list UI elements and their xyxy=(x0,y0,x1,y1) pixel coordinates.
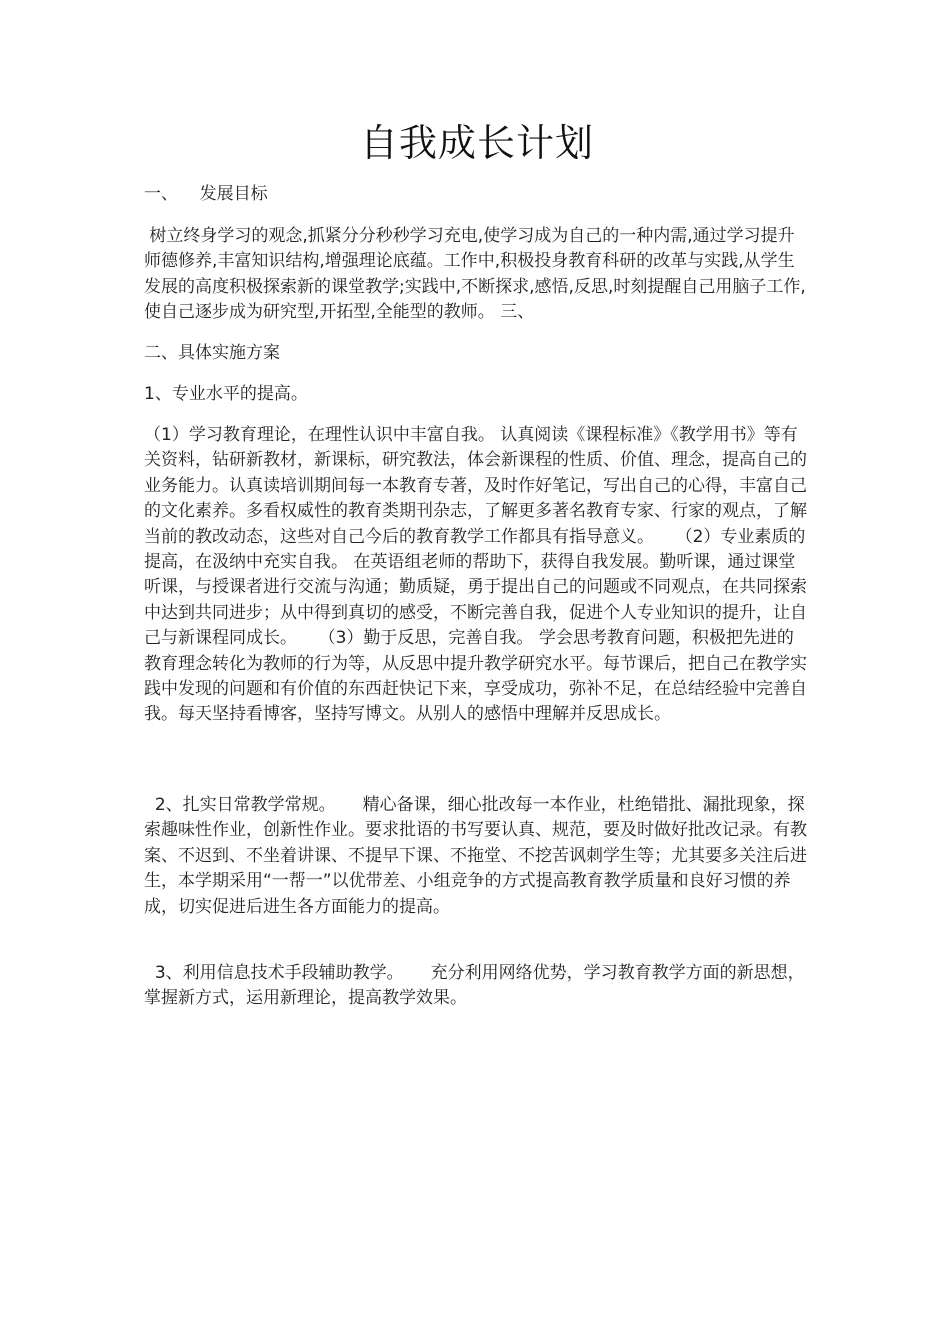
professional-paragraph: （1）学习教育理论，在理性认识中丰富自我。 认真阅读《课程标准》《教学用书》等有关资料，钻研新教材，新课标，研究教法，体会新课程的性质、价值、理念，提高自己的业务能力。认真读培训期间每一本教育专著，及时作好笔记，写出自己的心得，丰富自己的文化素养。多看权威性的教育类期刊杂志，了解更多著名教育专家、行家的观点，了解当前的教改动态，这些对自己今后的教育教学工作都具有指导意义。 （2）专业素质的提高，在汲纳中充实自我。 在英语组老师的帮助下，获得自我发展。勤听课，通过课堂听课，与授课者进行交流与沟通；勤质疑，勇于提出自己的问题或不同观点，在共同探索中达到共同进步；从中得到真切的感受，不断完善自我，促进个人专业知识的提升，让自己与新课程同成长。 （3）勤于反思，完善自我。 学会思考教育问题，积极把先进的教育理念转化为教师的行为等，从反思中提升教学研究水平。每节课后，把自己在教学实践中发现的问题和有价值的东西赶快记下来，享受成功，弥补不足，在总结经验中完善自我。每天坚持看博客，坚持写博文。从别人的感悟中理解并反思成长。 xyxy=(144,425,807,725)
routine-paragraph: 2、扎实日常教学常规。 精心备课，细心批改每一本作业，杜绝错批、漏批现象，探索趣味性作业，创新性作业。要求批语的书写要认真、规范，要及时做好批改记录。有教案、不迟到、不坐着讲课、不提早下课、不拖堂、不挖苦讽刺学生等；尤其要多关注后进生，本学期采用“一帮一”以优带差、小组竞争的方式提高教育教学质量和良好习惯的养成，切实促进后进生各方面能力的提高。 xyxy=(144,795,807,917)
item-heading-professional: 1、专业水平的提高。 xyxy=(144,384,308,404)
section-heading-plan: 二、具体实施方案 xyxy=(144,343,280,363)
technology-paragraph: 3、利用信息技术手段辅助教学。 充分利用网络优势，学习教育教学方面的新思想，掌握新方式，运用新理论，提高教学效果。 xyxy=(144,963,805,1009)
document-title: 自我成长计划 xyxy=(359,121,594,165)
section-heading-goals: 一、 发展目标 xyxy=(144,184,268,204)
goals-paragraph: 树立终身学习的观念,抓紧分分秒秒学习充电,使学习成为自己的一种内需,通过学习提升师德修养,丰富知识结构,增强理论底蕴。工作中,积极投身教育科研的改革与实践,从学生发展的高度积极探索新的课堂教学;实践中,不断探求,感悟,反思,时刻提醒自己用脑子工作,使自己逐步成为研究型,开拓型,全能型的教师。 三、 xyxy=(144,226,806,323)
